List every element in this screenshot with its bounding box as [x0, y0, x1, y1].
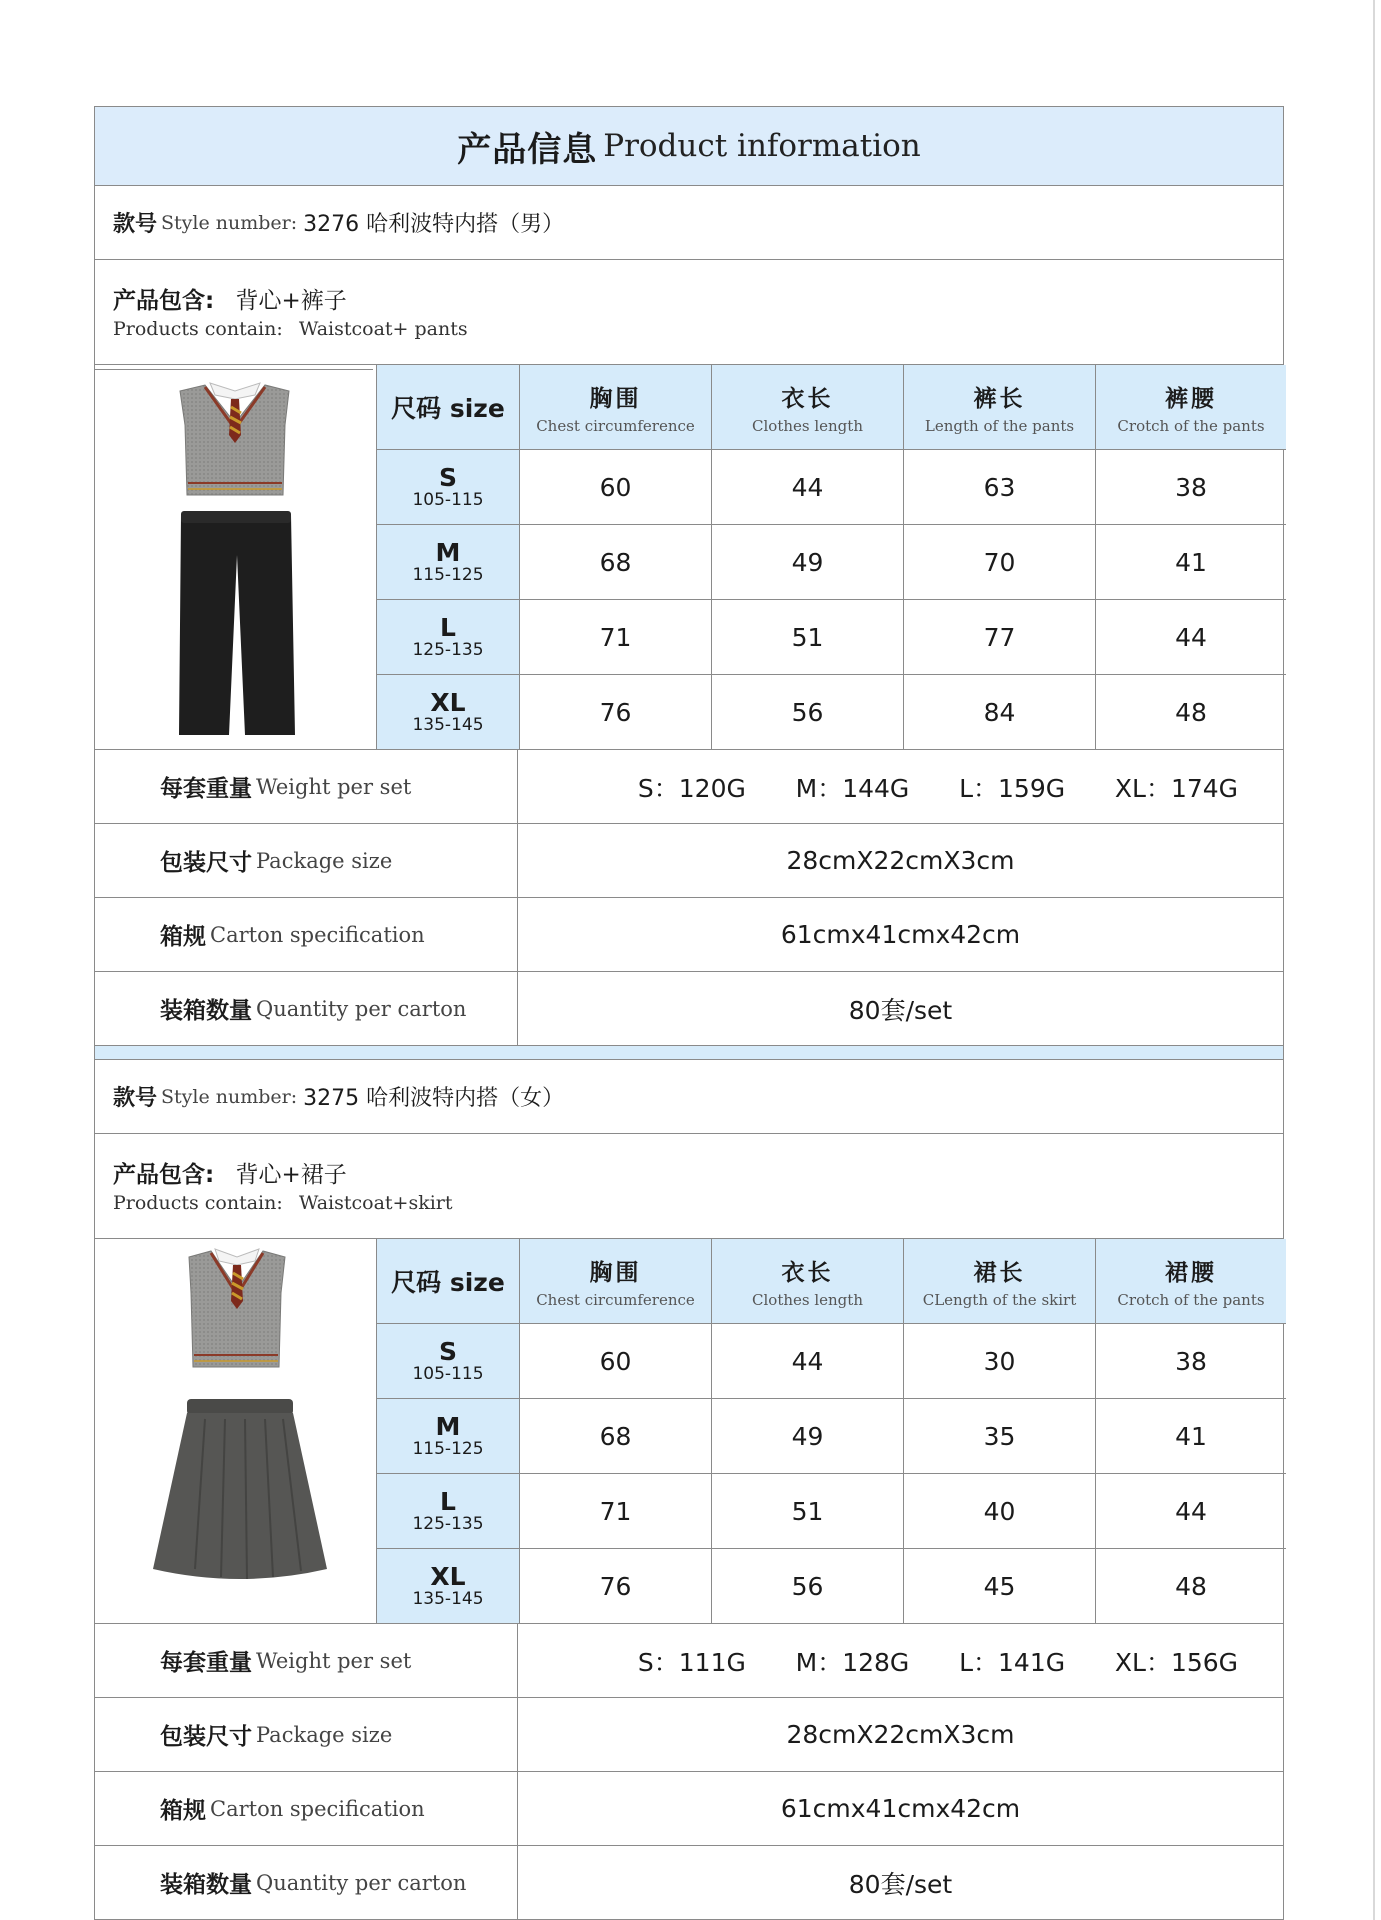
size-table-header [377, 365, 1286, 450]
weight-row: 每套重量 Weight per set S：111G M：128G L：141G XL：156G [94, 1624, 1284, 1698]
contain-label-en: Products contain: [113, 318, 283, 340]
section-divider [94, 1046, 1284, 1060]
header-title-cn: 产品信息 [457, 129, 598, 170]
table-row: M 115-125 68 49 35 41 [377, 1399, 1286, 1474]
style-value: 3276 哈利波特内搭（男） [303, 212, 565, 237]
col-header-chest: 胸围 Chest circumference [520, 365, 712, 449]
product-image-cell [95, 365, 377, 749]
sheet-header [94, 106, 1284, 186]
contents-row: 产品包含: 背心+裙子 Products contain: Waistcoat+skirt [94, 1134, 1284, 1239]
carton-spec-row: 箱规 Carton specification 61cmx41cmx42cm [94, 898, 1284, 972]
style-number-row [94, 186, 1284, 260]
table-row: L 125-135 71 51 40 44 [377, 1474, 1286, 1549]
vest-and-skirt-image [95, 1239, 376, 1619]
quantity-row: 装箱数量 Quantity per carton 80套/set [94, 1846, 1284, 1920]
quantity-row: 装箱数量 Quantity per carton 80套/set [94, 972, 1284, 1046]
package-size-row: 包装尺寸 Package size 28cmX22cmX3cm [94, 824, 1284, 898]
product-image-cell [95, 1239, 377, 1623]
table-row: XL 135-145 76 56 45 48 [377, 1549, 1286, 1623]
contain-value-cn: 背心+裤子 [235, 288, 347, 314]
table-row: L 125-135 71 51 77 44 [377, 600, 1286, 675]
vest-and-pants-image [95, 365, 376, 745]
size-chart-block [94, 365, 1284, 750]
table-row: M 115-125 68 49 70 41 [377, 525, 1286, 600]
weight-s: S：120G [637, 773, 746, 803]
contain-value-en: Waistcoat+ pants [298, 318, 468, 340]
package-size-row: 包装尺寸 Package size 28cmX22cmX3cm [94, 1698, 1284, 1772]
style-label-cn: 款号 [113, 212, 158, 237]
contents-row [94, 260, 1284, 365]
table-row: S 105-115 60 44 30 38 [377, 1324, 1286, 1399]
page-edge-line [1373, 0, 1375, 1920]
col-header-pants-length: 裤长 Length of the pants [904, 365, 1096, 449]
weight-row: 每套重量 Weight per set S：120G M：144G L：159G XL：174G [94, 750, 1284, 824]
table-row: S 105-115 60 44 63 38 [377, 450, 1286, 525]
package-size-value: 28cmX22cmX3cm [786, 846, 1015, 875]
quantity-value: 80套/set [848, 995, 953, 1025]
style-label-en: Style number: [161, 211, 298, 234]
contain-label-cn: 产品包含: [113, 288, 215, 314]
product-info-sheet [94, 106, 1284, 1920]
table-row: XL 135-145 76 56 84 48 [377, 675, 1286, 749]
header-title-en: Product information [603, 128, 921, 164]
weight-m: M：144G [795, 773, 910, 803]
col-header-clothes-length: 衣长 Clothes length [712, 365, 904, 449]
weight-xl: XL：174G [1114, 773, 1239, 803]
carton-spec-value: 61cmx41cmx42cm [780, 920, 1021, 949]
carton-spec-row: 箱规 Carton specification 61cmx41cmx42cm [94, 1772, 1284, 1846]
size-col-header: 尺码 size [377, 365, 520, 449]
size-table [377, 365, 1286, 749]
size-table-header: 尺码 size 胸围 Chest circumference 衣长 Clothes length 裙长 CLength of the skirt 裙腰 Crotch of the pants [377, 1239, 1286, 1324]
col-header-waist: 裤腰 Crotch of the pants [1096, 365, 1286, 449]
weight-l: L：159G [959, 773, 1066, 803]
size-chart-block [94, 1239, 1284, 1624]
size-table [377, 1239, 1286, 1623]
style-number-row: 款号 Style number: 3275 哈利波特内搭（女） [94, 1060, 1284, 1134]
